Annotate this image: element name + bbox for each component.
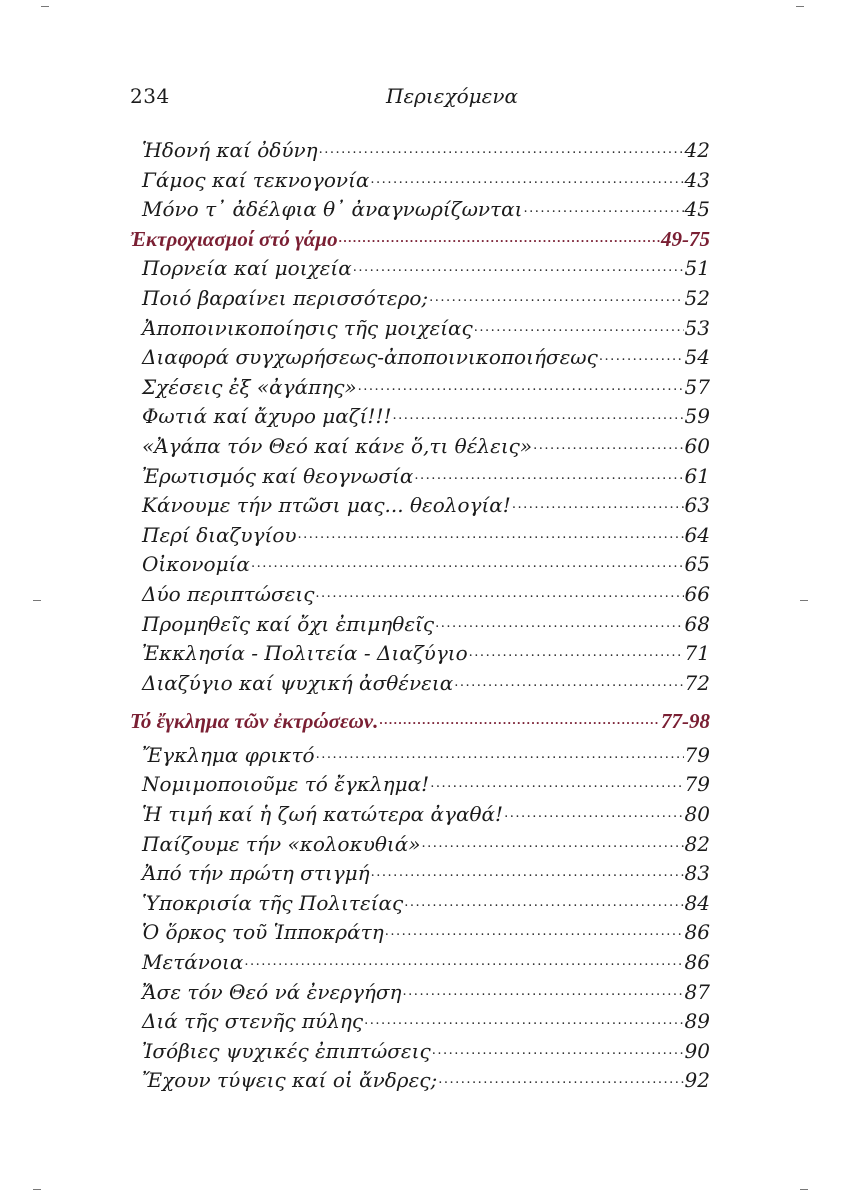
dot-leader	[385, 917, 684, 947]
toc-entry-title: Ἔγκλημα φρικτό	[142, 742, 315, 767]
toc-entry	[130, 343, 710, 373]
toc-entry	[130, 669, 710, 699]
crop-mark-bottom-left	[33, 1189, 41, 1190]
dot-leader	[339, 223, 660, 253]
toc-entry	[130, 550, 710, 580]
toc-entry-page: 87	[684, 979, 710, 1004]
toc-entry-title: Προμηθεῖς καί ὄχι ἐπιμηθεῖς	[142, 611, 435, 636]
crop-mark-middle-left	[33, 600, 41, 601]
dot-leader	[504, 799, 683, 829]
toc-entry-title: Ἀπό τήν πρώτη στιγμή	[142, 861, 370, 886]
toc-entry-title: Διά τῆς στενῆς πύλης	[142, 1009, 364, 1034]
dot-leader	[533, 431, 683, 461]
toc-entry-title: Ὑποκρισία τῆς Πολιτείας	[142, 890, 404, 915]
toc-entry	[130, 1007, 710, 1037]
dot-leader	[404, 888, 683, 918]
dot-leader	[364, 1006, 683, 1036]
toc-entry-page: 42	[684, 138, 710, 162]
table-of-contents	[130, 136, 710, 1096]
dot-leader	[523, 194, 683, 224]
toc-entry	[130, 1066, 710, 1096]
toc-entry-title: Ἰσόβιες ψυχικές ἐπιπτώσεις	[142, 1038, 431, 1063]
toc-entry	[130, 830, 710, 860]
dot-leader	[438, 1065, 683, 1095]
dot-leader	[316, 740, 684, 770]
toc-entry	[130, 610, 710, 640]
toc-entry	[130, 402, 710, 432]
toc-entry-title: Γάμος καί τεκνογονία	[142, 167, 370, 192]
dot-leader	[414, 461, 683, 491]
crop-mark-middle-right	[800, 600, 808, 601]
toc-entry-title: Ἀποποινικοποίησις τῆς μοιχείας	[142, 315, 473, 340]
toc-entry-page: 72	[684, 670, 710, 695]
crop-mark-top-right	[796, 6, 804, 7]
toc-entry-page: 64	[684, 522, 710, 547]
dot-leader	[430, 769, 683, 799]
dot-leader	[298, 520, 684, 550]
toc-entry-title: Μετάνοια	[142, 950, 244, 975]
toc-entry-page: 65	[684, 552, 710, 577]
toc-entry-page: 63	[684, 493, 710, 518]
toc-entry-page: 79	[684, 742, 710, 767]
toc-entry-title: Ἡ τιμή καί ἡ ζωή κατώτερα ἀγαθά!	[142, 802, 504, 827]
toc-entry	[130, 770, 710, 800]
dot-leader	[251, 549, 684, 579]
page-number: 234	[130, 84, 170, 108]
toc-entry-title: Ἐρωτισμός καί θεογνωσία	[142, 463, 414, 488]
toc-entry	[130, 521, 710, 551]
toc-entry-page: 90	[684, 1038, 710, 1063]
toc-entry-page: 89	[684, 1009, 710, 1034]
dot-leader	[454, 668, 683, 698]
toc-entry	[130, 800, 710, 830]
crop-mark-top-left	[41, 6, 49, 7]
toc-entry-title: Νομιμοποιοῦμε τό ἔγκλημα!	[142, 772, 430, 797]
toc-entry-page: 79	[684, 772, 710, 797]
toc-entry	[130, 978, 710, 1008]
toc-entry	[130, 859, 710, 889]
toc-entry-page: 54	[684, 345, 710, 370]
dot-leader	[319, 135, 684, 165]
toc-entry	[130, 373, 710, 403]
running-title: Περιεχόμενα	[386, 84, 519, 108]
dot-leader	[403, 977, 684, 1007]
toc-entry-title: Ὁ ὅρκος τοῦ Ἱπποκράτη	[142, 920, 384, 945]
toc-entry-page: 59	[684, 404, 710, 429]
toc-entry-title: Σχέσεις ἐξ «ἀγάπης»	[142, 374, 357, 399]
dot-leader	[371, 858, 684, 888]
toc-entry-page: 43	[684, 167, 710, 192]
toc-entry-page: 86	[684, 920, 710, 945]
toc-entry	[130, 166, 710, 196]
dot-leader	[315, 579, 683, 609]
toc-entry-page: 86	[684, 950, 710, 975]
crop-mark-bottom-right	[800, 1189, 808, 1190]
toc-entry	[130, 1037, 710, 1067]
dot-leader	[474, 313, 684, 343]
toc-entry-page: 60	[684, 433, 710, 458]
toc-section-heading	[130, 225, 710, 255]
toc-entry-page: 66	[684, 581, 710, 606]
toc-entry-page: 51	[684, 256, 710, 281]
toc-entry	[130, 889, 710, 919]
toc-section-pages: 49-75	[661, 226, 710, 251]
toc-entry-title: Ἐκκλησία - Πολιτεία - Διαζύγιο	[142, 641, 468, 666]
toc-entry-title: Μόνο τ᾽ ἀδέλφια θ᾽ ἀναγνωρίζωνται	[142, 197, 523, 222]
toc-entry-title: Διαζύγιο καί ψυχική ἀσθένεια	[142, 670, 454, 695]
toc-entry-title: Περί διαζυγίου	[142, 522, 297, 547]
toc-entry	[130, 314, 710, 344]
dot-leader	[435, 609, 683, 639]
toc-entry-title: «Ἀγάπα τόν Θεό καί κάνε ὅ,τι θέλεις»	[142, 433, 533, 458]
toc-entry-title: Παίζουμε τήν «κολοκυθιά»	[142, 831, 421, 856]
dot-leader	[432, 1036, 684, 1066]
toc-entry-title: Ποιό βαραίνει περισσότερο;	[142, 285, 429, 310]
page-header	[130, 84, 710, 114]
toc-entry-page: 61	[684, 463, 710, 488]
toc-entry-page: 92	[684, 1068, 710, 1093]
toc-entry	[130, 462, 710, 492]
toc-entry-title: Ἄσε τόν Θεό νά ἐνεργήση	[142, 979, 402, 1004]
toc-entry	[130, 741, 710, 771]
toc-entry	[130, 491, 710, 521]
toc-entry	[130, 195, 710, 225]
toc-section-heading	[130, 707, 710, 737]
toc-entry-title: Δύο περιπτώσεις	[142, 581, 315, 606]
toc-entry	[130, 580, 710, 610]
toc-entry-page: 80	[684, 802, 710, 827]
dot-leader	[353, 253, 684, 283]
toc-entry	[130, 136, 710, 166]
toc-entry-title: Κάνουμε τήν πτῶσι μας... θεολογία!	[142, 493, 511, 518]
toc-entry-title: Ἔχουν τύψεις καί οἱ ἄνδρες;	[142, 1068, 438, 1093]
toc-section-pages: 77-98	[661, 709, 710, 734]
toc-entry	[130, 639, 710, 669]
toc-entry-page: 52	[684, 285, 710, 310]
dot-leader	[370, 165, 683, 195]
dot-leader	[244, 947, 683, 977]
dot-leader	[512, 490, 684, 520]
toc-entry	[130, 918, 710, 948]
toc-entry	[130, 432, 710, 462]
toc-entry-title: Ἡδονή καί ὀδύνη	[142, 138, 318, 162]
dot-leader	[429, 283, 683, 313]
dot-leader	[422, 829, 684, 859]
dot-leader	[379, 705, 660, 735]
toc-entry-page: 57	[684, 374, 710, 399]
toc-entry	[130, 254, 710, 284]
toc-section-title: Τό ἔγκλημα τῶν ἐκτρώσεων.	[130, 709, 379, 734]
toc-entry-page: 84	[684, 890, 710, 915]
toc-entry-page: 82	[684, 831, 710, 856]
toc-entry	[130, 284, 710, 314]
toc-entry-title: Φωτιά καί ἄχυρο μαζί!!!	[142, 404, 392, 429]
toc-entry-title: Πορνεία καί μοιχεία	[142, 256, 352, 281]
toc-section-title: Ἐκτροχιασμοί στό γάμο	[130, 226, 338, 251]
toc-entry-page: 68	[684, 611, 710, 636]
toc-entry-page: 45	[684, 197, 710, 222]
dot-leader	[358, 372, 684, 402]
dot-leader	[469, 638, 684, 668]
toc-entry-page: 83	[684, 861, 710, 886]
dot-leader	[599, 342, 684, 372]
toc-entry-title: Διαφορά συγχωρήσεως-ἀποποινικοποιήσεως	[142, 345, 598, 370]
toc-entry-page: 71	[684, 641, 710, 666]
toc-entry-page: 53	[684, 315, 710, 340]
toc-entry	[130, 948, 710, 978]
dot-leader	[393, 401, 684, 431]
toc-entry-title: Οἰκονομία	[142, 552, 250, 577]
